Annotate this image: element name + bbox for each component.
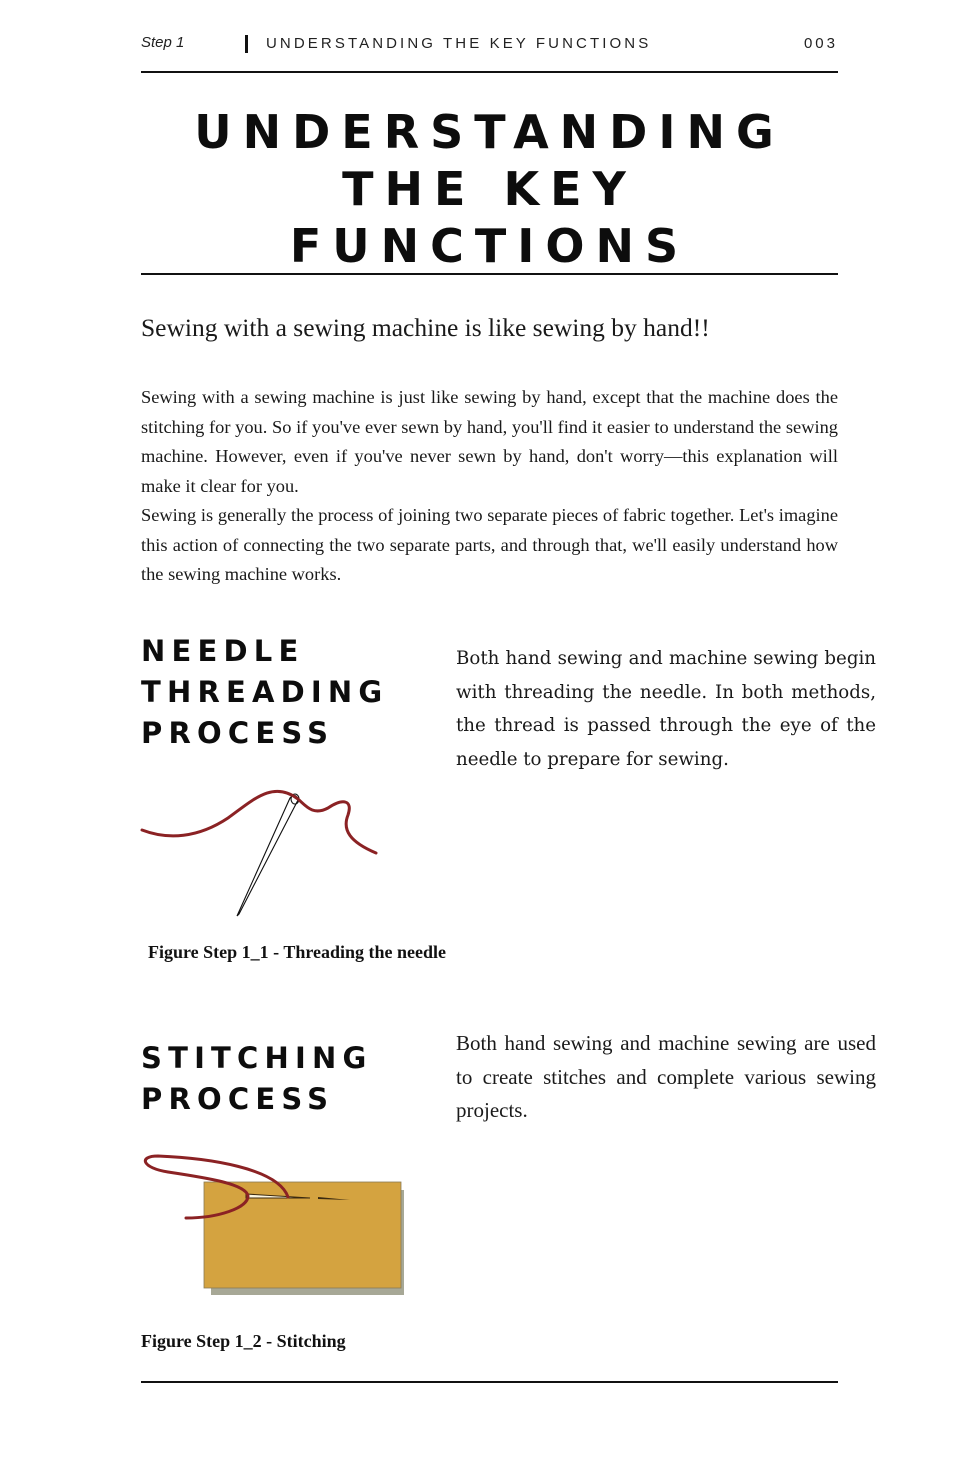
figure-caption: Figure Step 1_1 - Threading the needle xyxy=(148,942,447,962)
footer-rule xyxy=(141,1381,838,1383)
title-rule xyxy=(141,273,838,275)
intro-paragraph-1: Sewing with a sewing machine is just like sewing by hand, except that the machine does the stitching for you. So if you've ever sewn by hand, you'll find it easier to understand the sewing machine. However, even if you've never sewn by hand, don't worry—this explanation will make it clear for you. xyxy=(141,387,838,496)
running-title: UNDERSTANDING THE KEY FUNCTIONS xyxy=(266,35,652,52)
intro-paragraph-2: Sewing is generally the process of joining two separate pieces of fabric together. Let's imagine this action of connecting the two separate parts, and through that, we'll easily understand how the sewing machine works. xyxy=(141,505,838,584)
figure-caption: Figure Step 1_2 - Stitching xyxy=(141,1331,346,1351)
heading-line: THREADING xyxy=(141,675,389,709)
heading-line: PROCESS xyxy=(141,1082,335,1116)
intro-text xyxy=(141,383,838,590)
needle-shape xyxy=(237,795,298,916)
heading-line: PROCESS xyxy=(141,716,335,750)
page-title-line-2: THE KEY FUNCTIONS xyxy=(289,162,690,273)
section-heading-needle-threading xyxy=(141,631,388,754)
section-body-stitching: Both hand sewing and machine sewing are used to create stitches and complete various sewing projects. xyxy=(456,1031,876,1122)
header-divider-bar xyxy=(245,35,248,53)
thread-path xyxy=(142,791,376,853)
section-heading-stitching xyxy=(141,1038,372,1120)
page-title-line-1: UNDERSTANDING xyxy=(194,105,785,159)
fabric-stitch-icon xyxy=(138,1148,410,1300)
section-body-needle-threading: Both hand sewing and machine sewing begin with threading the needle. In both methods, the thread is passed through the eye of the needle to prepare for sewing. xyxy=(456,648,876,770)
step-label: Step 1 xyxy=(141,34,185,51)
header-rule xyxy=(141,71,838,73)
needle-thread-icon xyxy=(138,780,388,920)
heading-line: NEEDLE xyxy=(141,634,305,668)
heading-line: STITCHING xyxy=(141,1041,373,1075)
page-number: 003 xyxy=(803,35,838,52)
intro-subtitle: Sewing with a sewing machine is like sewing by hand!! xyxy=(141,313,710,342)
page-title xyxy=(141,104,838,275)
